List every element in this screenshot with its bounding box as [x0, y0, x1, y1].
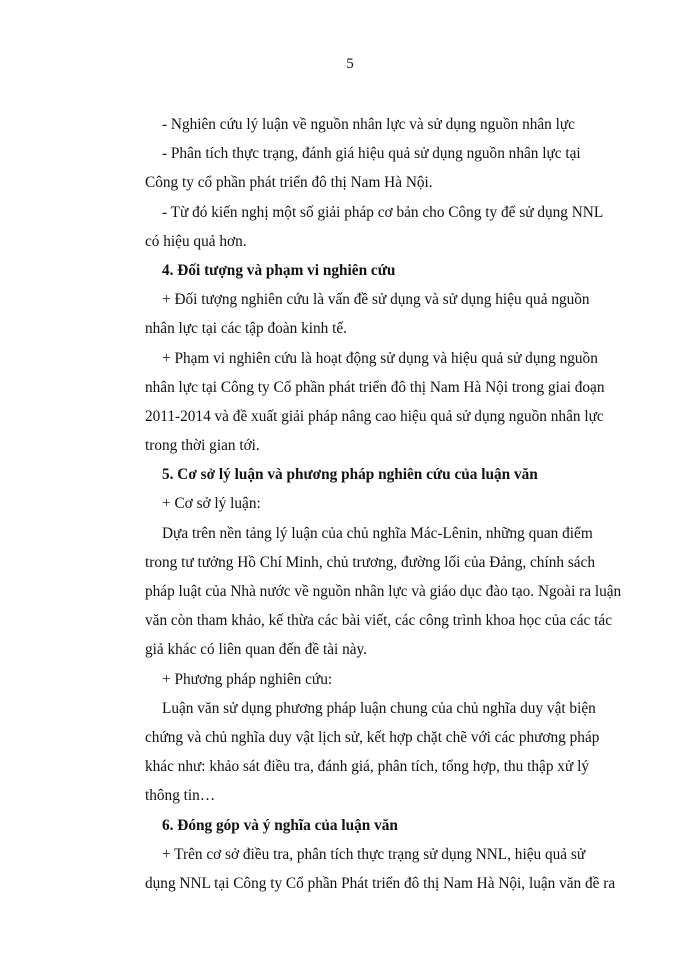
page-number: 5	[346, 56, 354, 72]
text-line: + Trên cơ sở điều tra, phân tích thực trạng sử dụng NNL, hiệu quả sử	[162, 845, 586, 863]
section-heading: 4. Đối tượng và phạm vi nghiên cứu	[162, 261, 396, 279]
text-line: Dựa trên nền tảng lý luận của chủ nghĩa Mác-Lênin, những quan điểm	[162, 524, 593, 542]
text-line: nhân lực tại Công ty Cổ phần phát triển đô thị Nam Hà Nội trong giai đoạn	[145, 378, 605, 396]
text-line: nhân lực tại các tập đoàn kinh tế.	[145, 320, 347, 338]
text-line: pháp luật của Nhà nước về nguồn nhân lực và giáo dục đào tạo. Ngoài ra luận	[145, 583, 622, 600]
text-line: + Phạm vi nghiên cứu là hoạt động sử dụng và hiệu quả sử dụng nguồn	[162, 349, 598, 367]
text-line: 2011-2014 và đề xuất giải pháp nâng cao hiệu quả sử dụng nguồn nhân lực	[145, 407, 604, 425]
text-line: trong tư tưởng Hồ Chí Minh, chủ trương, đường lối của Đảng, chính sách	[145, 553, 595, 571]
text-line: Luận văn sử dụng phương pháp luận chung của chủ nghĩa duy vật biện	[162, 699, 596, 717]
text-line: Công ty cổ phần phát triển đô thị Nam Hà Nội.	[145, 174, 433, 192]
section-heading: 6. Đóng góp và ý nghĩa của luận văn	[162, 816, 398, 834]
text-line: trong thời gian tới.	[145, 437, 260, 455]
text-line: + Phương pháp nghiên cứu:	[162, 670, 333, 688]
text-line: dụng NNL tại Công ty Cổ phần Phát triển đô thị Nam Hà Nội, luận văn đề ra	[145, 874, 616, 892]
text-line: giả khác có liên quan đến đề tài này.	[145, 641, 367, 659]
text-line: khác như: khảo sát điều tra, đánh giá, phân tích, tổng hợp, thu thập xử lý	[145, 758, 589, 776]
document-body	[145, 110, 622, 898]
text-line: + Đối tượng nghiên cứu là vấn đề sử dụng và sử dụng hiệu quả nguồn	[162, 291, 590, 309]
text-line: có hiệu quả hơn.	[145, 232, 247, 250]
text-line: - Từ đó kiến nghị một số giải pháp cơ bản cho Công ty để sử dụng NNL	[162, 203, 604, 221]
text-line: + Cơ sở lý luận:	[162, 495, 261, 513]
text-line: - Phân tích thực trạng, đánh giá hiệu quả sử dụng nguồn nhân lực tại	[162, 145, 581, 163]
text-line: văn còn tham khảo, kế thừa các bài viết, các công trình khoa học của các tác	[145, 612, 612, 630]
text-line: thông tin…	[145, 787, 216, 805]
section-heading: 5. Cơ sở lý luận và phương pháp nghiên cứu của luận văn	[162, 466, 538, 484]
text-line: - Nghiên cứu lý luận về nguồn nhân lực và sử dụng nguồn nhân lực	[162, 116, 575, 133]
text-line: chứng và chủ nghĩa duy vật lịch sử, kết hợp chặt chẽ với các phương pháp	[145, 728, 600, 746]
